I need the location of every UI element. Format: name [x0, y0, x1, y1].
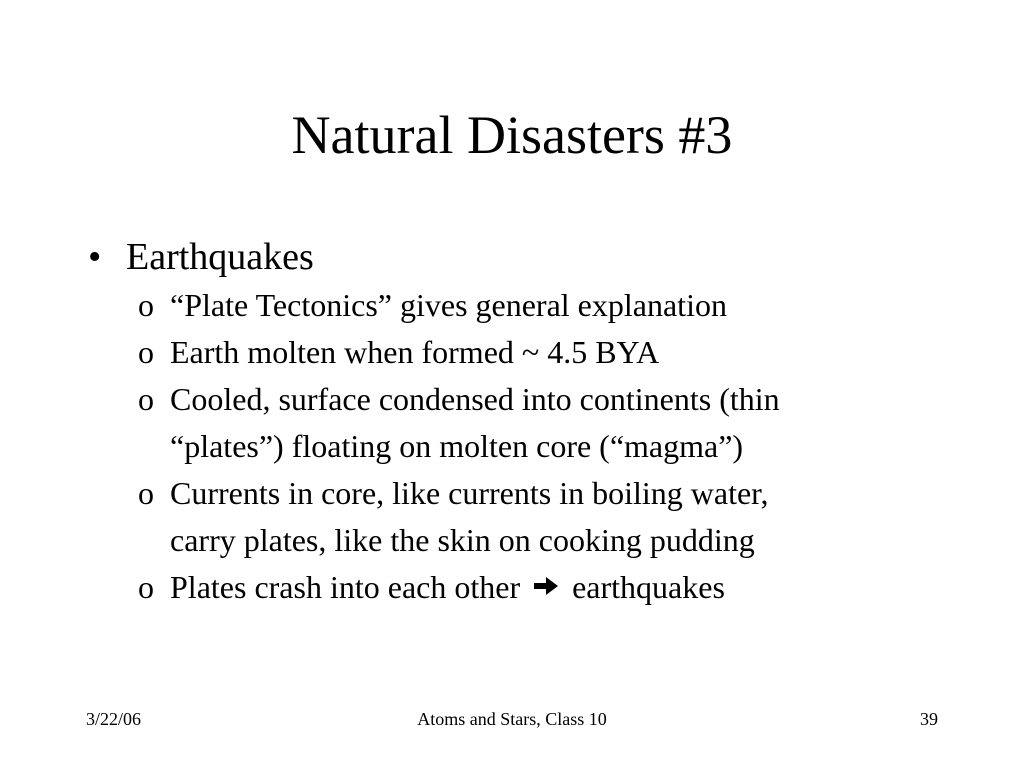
sub-point	[138, 329, 968, 376]
sub-point-marker: o	[138, 569, 154, 605]
sub-point	[138, 470, 968, 564]
sub-point	[138, 564, 968, 617]
sub-point-line: “Plate Tectonics” gives general explanation	[170, 287, 727, 323]
sub-point	[138, 376, 968, 470]
sub-point-line: Cooled, surface condensed into continents (thin	[170, 381, 780, 417]
footer-date: 3/22/06	[86, 709, 142, 729]
sub-point-text: earthquakes	[572, 569, 725, 605]
topic-label: Earthquakes	[126, 236, 314, 278]
sub-point-marker: o	[138, 287, 154, 323]
sub-point-line	[170, 564, 968, 617]
footer-title: Atoms and Stars, Class 10	[417, 709, 607, 729]
sub-point-line: “plates”) floating on molten core (“magma”)	[170, 428, 744, 464]
slide-title: Natural Disasters #3	[291, 105, 733, 165]
sub-point-line: carry plates, like the skin on cooking pudding	[170, 522, 755, 558]
sub-point-marker: o	[138, 475, 154, 511]
right-arrow-icon	[532, 564, 560, 611]
sub-point	[138, 282, 968, 329]
sub-point-marker: o	[138, 334, 154, 370]
sub-point-marker: o	[138, 381, 154, 417]
topic-bullet	[88, 232, 968, 282]
sub-point-text: Plates crash into each other	[170, 569, 521, 605]
bullet-symbol: •	[88, 236, 102, 278]
sub-point-line: Earth molten when formed ~ 4.5 BYA	[170, 334, 660, 370]
footer-page-number: 39	[920, 709, 938, 729]
sub-point-line: Currents in core, like currents in boiling water,	[170, 475, 769, 511]
sub-point-list	[138, 282, 968, 617]
slide-body	[88, 232, 968, 617]
